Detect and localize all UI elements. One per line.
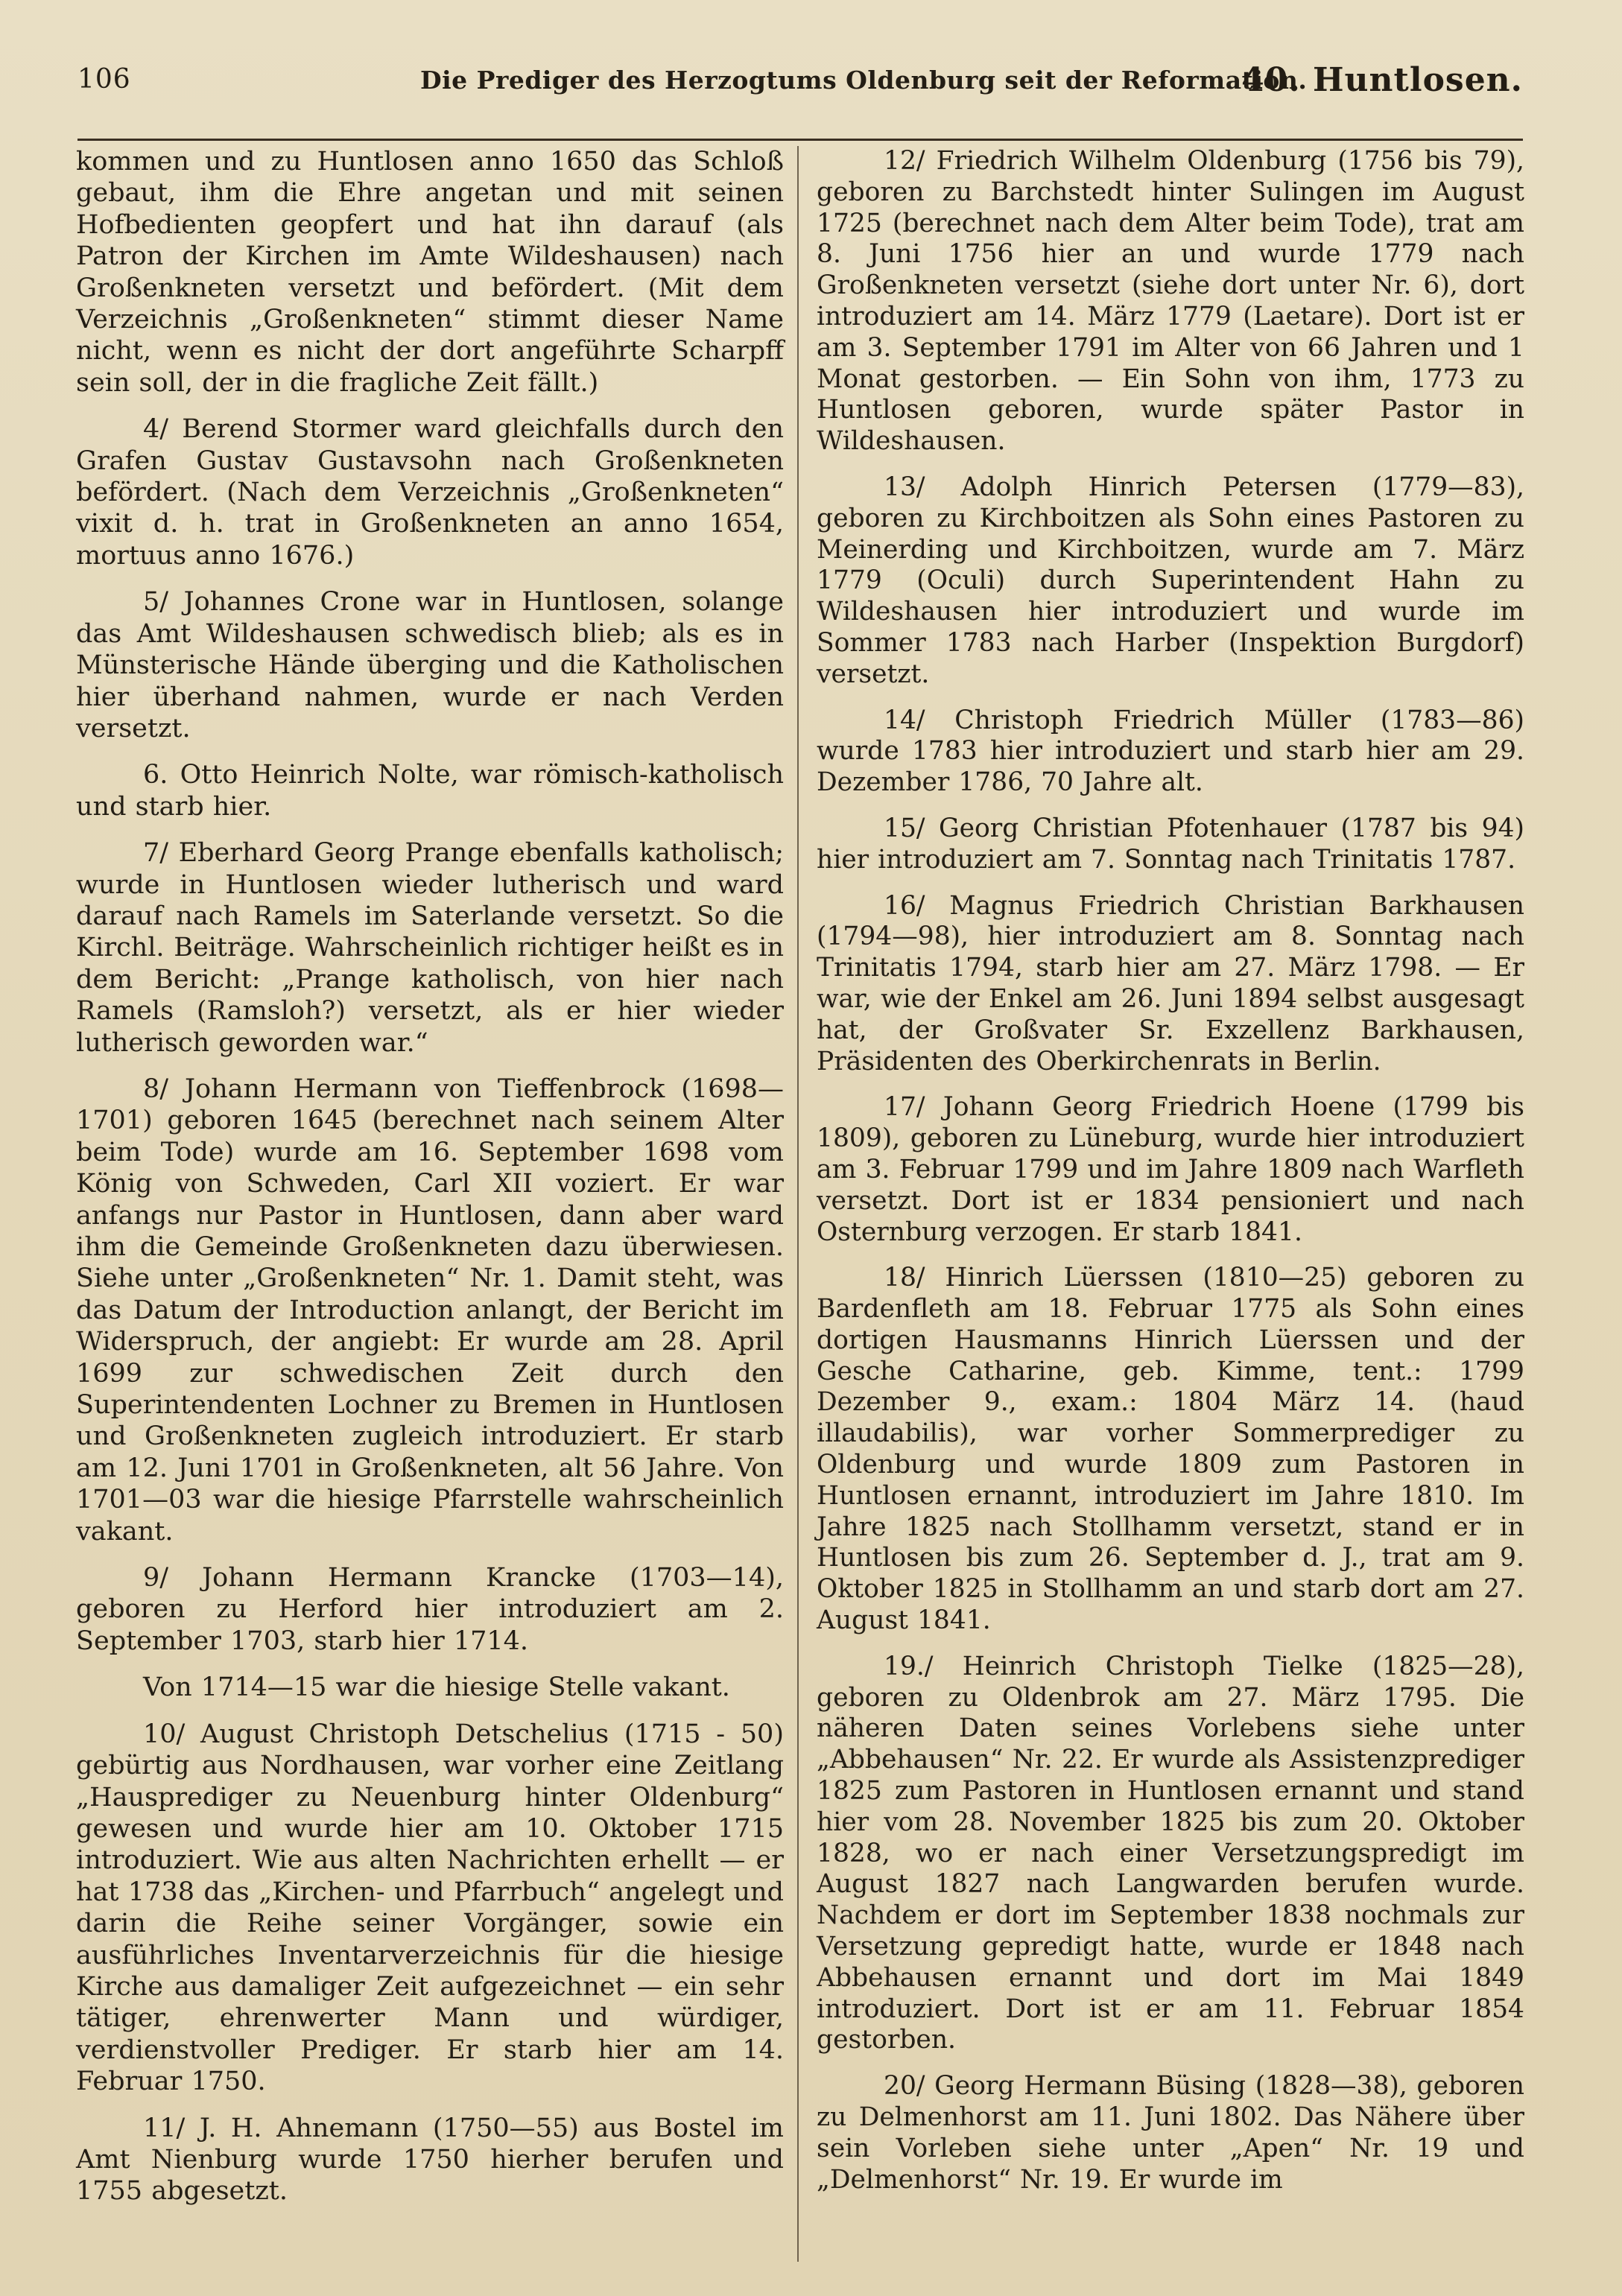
paragraph: 4/ Berend Stormer ward gleichfalls durch den Grafen Gustav Gustavsohn nach Großenkneten befördert. (Nach dem Verzeichnis „Großenkneten“ vixit d. h. trat in Großenkneten an anno 1654, mortuus anno 1676.) bbox=[76, 414, 784, 571]
paragraph: 5/ Johannes Crone war in Huntlosen, solange das Amt Wildeshausen schwedisch blieb; als es in Münsterische Hände überging und die Katholischen hier überhand nahmen, wurde er nach Verden versetzt. bbox=[76, 587, 784, 743]
header-rule bbox=[77, 139, 1523, 141]
paragraph: 17/ Johann Georg Friedrich Hoene (1799 bis 1809), geboren zu Lüneburg, wurde hier introduziert am 3. Februar 1799 und im Jahre 1809 nach Warfleth versetzt. Dort ist er 1834 pensioniert und nach Osternburg verzogen. Er starb 1841. bbox=[817, 1092, 1524, 1247]
paragraph: 12/ Friedrich Wilhelm Oldenburg (1756 bis 79), geboren zu Barchstedt hinter Sulingen im August 1725 (berechnet nach dem Alter beim Tode), trat am 8. Juni 1756 hier an und wurde 1779 nach Großenkneten versetzt (siehe dort unter Nr. 6), dort introduziert am 14. März 1779 (Laetare). Dort ist er am 3. September 1791 im Alter von 66 Jahren und 1 Monat gestorben. — Ein Sohn von ihm, 1773 zu Huntlosen geboren, wurde später Pastor in Wildeshausen. bbox=[817, 146, 1524, 457]
paragraph: 20/ Georg Hermann Büsing (1828—38), geboren zu Delmenhorst am 11. Juni 1802. Das Nähere über sein Vorleben siehe unter „Apen“ Nr. 19 und „Delmenhorst“ Nr. 19. Er wurde im bbox=[817, 2071, 1524, 2195]
paragraph: 19./ Heinrich Christoph Tielke (1825—28), geboren zu Oldenbrok am 27. März 1795. Die näheren Daten seines Vorlebens siehe unter „Abbehausen“ Nr. 22. Er wurde als Assistenzprediger 1825 zum Pastoren in Huntlosen ernannt und stand hier vom 28. November 1825 bis zum 20. Oktober 1828, wo er nach einer Versetzungspredigt im August 1827 nach Langwarden berufen wurde. Nachdem er dort im September 1838 nochmals zur Versetzung gepredigt hatte, wurde er 1848 nach Abbehausen ernannt und dort im Mai 1849 introduziert. Dort ist er am 11. Februar 1854 gestorben. bbox=[817, 1651, 1524, 2055]
paragraph: 18/ Hinrich Lüerssen (1810—25) geboren zu Bardenfleth am 18. Februar 1775 als Sohn eines dortigen Hausmanns Hinrich Lüerssen und der Gesche Catharine, geb. Kimme, tent.: 1799 Dezember 9., exam.: 1804 März 14. (haud illaudabilis), war vorher Sommerprediger zu Oldenburg und wurde 1809 zum Pastoren in Huntlosen ernannt, introduziert im Jahre 1810. Im Jahre 1825 nach Stollhamm versetzt, stand er in Huntlosen bis zum 26. September d. J., trat am 9. Oktober 1825 in Stollhamm an und starb dort am 27. August 1841. bbox=[817, 1263, 1524, 1636]
column-divider bbox=[797, 146, 799, 2262]
page-header bbox=[77, 61, 1523, 106]
section-title: 40. Huntlosen. bbox=[1241, 61, 1523, 99]
running-title: Die Prediger des Herzogtums Oldenburg seit der Reformation. bbox=[420, 66, 1308, 95]
page-number: 106 bbox=[77, 64, 131, 95]
paragraph: 8/ Johann Hermann von Tieffenbrock (1698—1701) geboren 1645 (berechnet nach seinem Alter beim Tode) wurde am 16. September 1698 vom König von Schweden, Carl XII voziert. Er war anfangs nur Pastor in Huntlosen, dann aber ward ihm die Gemeinde Großenkneten dazu überwiesen. Siehe unter „Großenkneten“ Nr. 1. Damit steht, was das Datum der Introduction anlangt, der Bericht im Widerspruch, der angiebt: Er wurde am 28. April 1699 zur schwedischen Zeit durch den Superintendenten Lochner zu Bremen in Huntlosen und Großenkneten zugleich introduziert. Er starb am 12. Juni 1701 in Großenkneten, alt 56 Jahre. Von 1701—03 war die hiesige Pfarrstelle wahrscheinlich vakant. bbox=[76, 1074, 784, 1547]
right-column bbox=[817, 146, 1524, 2210]
paragraph: 6. Otto Heinrich Nolte, war römisch-katholisch und starb hier. bbox=[76, 760, 784, 822]
paragraph: kommen und zu Huntlosen anno 1650 das Schloß gebaut, ihm die Ehre angetan und mit seinen Hofbedienten geopfert und hat ihn darauf (als Patron der Kirchen im Amte Wildeshausen) nach Großenkneten versetzt und befördert. (Mit dem Verzeichnis „Großenkneten“ stimmt dieser Name nicht, wenn es nicht der dort angeführte Scharpff sein soll, der in die fragliche Zeit fällt.) bbox=[76, 147, 784, 398]
paragraph: 7/ Eberhard Georg Prange ebenfalls katholisch; wurde in Huntlosen wieder lutherisch und ward darauf nach Ramels im Saterlande versetzt. So die Kirchl. Beiträge. Wahrscheinlich richtiger heißt es in dem Bericht: „Prange katholisch, von hier nach Ramels (Ramsloh?) versetzt, als er hier wieder lutherisch geworden war.“ bbox=[76, 838, 784, 1058]
paragraph: 15/ Georg Christian Pfotenhauer (1787 bis 94) hier introduziert am 7. Sonntag nach Trinitatis 1787. bbox=[817, 813, 1524, 875]
paragraph: Von 1714—15 war die hiesige Stelle vakant. bbox=[143, 1672, 730, 1703]
paragraph: 9/ Johann Hermann Krancke (1703—14), geboren zu Herford hier introduziert am 2. September 1703, starb hier 1714. bbox=[76, 1563, 784, 1656]
paragraph: 13/ Adolph Hinrich Petersen (1779—83), geboren zu Kirchboitzen als Sohn eines Pastoren zu Meinerding und Kirchboitzen, wurde am 7. März 1779 (Oculi) durch Superintendent Hahn zu Wildeshausen hier introduziert und wurde im Sommer 1783 nach Harber (Inspektion Burgdorf) versetzt. bbox=[817, 472, 1524, 689]
left-column bbox=[76, 146, 784, 2222]
paragraph: 11/ J. H. Ahnemann (1750—55) aus Bostel im Amt Nienburg wurde 1750 hierher berufen und 1755 abgesetzt. bbox=[76, 2113, 784, 2207]
paragraph: 16/ Magnus Friedrich Christian Barkhausen (1794—98), hier introduziert am 8. Sonntag nach Trinitatis 1794, starb hier am 27. März 1798. — Er war, wie der Enkel am 26. Juni 1894 selbst ausgesagt hat, der Großvater Sr. Exzellenz Barkhausen, Präsidenten des Oberkirchenrats in Berlin. bbox=[817, 890, 1524, 1076]
paragraph: 10/ August Christoph Detschelius (1715 - 50) gebürtig aus Nordhausen, war vorher eine Zeitlang „Hausprediger zu Neuenburg hinter Oldenburg“ gewesen und wurde hier am 10. Oktober 1715 introduziert. Wie aus alten Nachrichten erhellt — er hat 1738 das „Kirchen- und Pfarrbuch“ angelegt und darin die Reihe seiner Vorgänger, sowie ein ausführliches Inventarverzeichnis für die hiesige Kirche aus damaliger Zeit aufgezeichnet — ein sehr tätiger, ehrenwerter Mann und würdiger, verdienstvoller Prediger. Er starb hier am 14. Februar 1750. bbox=[76, 1719, 784, 2097]
paragraph: 14/ Christoph Friedrich Müller (1783—86) wurde 1783 hier introduziert und starb hier am 29. Dezember 1786, 70 Jahre alt. bbox=[817, 705, 1524, 798]
